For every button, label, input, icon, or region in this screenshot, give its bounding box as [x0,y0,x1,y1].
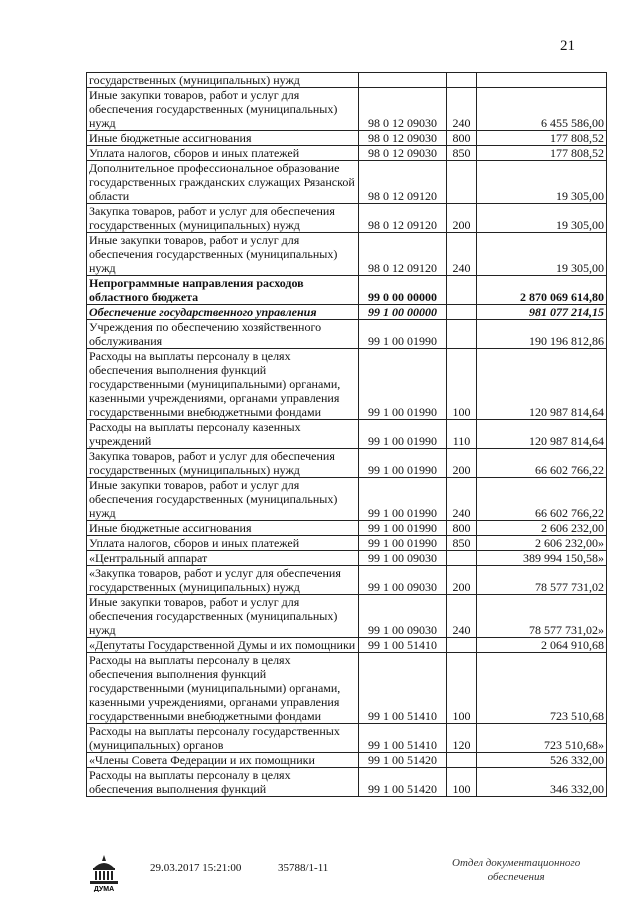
row-name-cell: «Члены Совета Федерации и их помощники [87,753,359,768]
table-row [87,638,607,653]
table-row [87,724,607,753]
table-row [87,73,607,88]
row-name-cell: «Закупка товаров, работ и услуг для обеспечения государственных (муниципальных) нужд [87,566,359,595]
row-code-cell: 99 1 00 51410 [359,638,447,653]
row-code-cell: 99 1 00 01990 [359,320,447,349]
row-name-cell: Дополнительное профессиональное образование государственных гражданских служащих Рязанской области [87,161,359,204]
row-code-cell [359,73,447,88]
row-code-cell: 99 1 00 01990 [359,536,447,551]
row-expense-type-cell: 800 [447,521,477,536]
table-row [87,653,607,724]
row-code-cell: 99 1 00 51410 [359,724,447,753]
row-expense-type-cell: 850 [447,146,477,161]
row-sum-cell: 19 305,00 [477,204,607,233]
row-sum-cell: 177 808,52 [477,146,607,161]
row-expense-type-cell: 200 [447,449,477,478]
row-name-cell: Расходы на выплаты персоналу в целях обеспечения выполнения функций [87,768,359,797]
row-name-cell: Расходы на выплаты персоналу в целях обеспечения выполнения функций государственными (муниципальными) органами, казенными учреждениями, органами управления государственными внебюджетными фондами [87,653,359,724]
table-row [87,276,607,305]
row-name-cell: Обеспечение государственного управления [87,305,359,320]
row-expense-type-cell: 100 [447,768,477,797]
row-code-cell: 99 1 00 51420 [359,753,447,768]
row-expense-type-cell: 200 [447,566,477,595]
row-name-cell: Уплата налогов, сборов и иных платежей [87,146,359,161]
footer-datetime: 29.03.2017 15:21:00 [150,862,242,874]
budget-table-body [87,73,607,797]
row-name-cell: Непрограммные направления расходов областного бюджета [87,276,359,305]
row-expense-type-cell: 110 [447,420,477,449]
department-stamp [452,856,580,884]
row-name-cell: Учреждения по обеспечению хозяйственного обслуживания [87,320,359,349]
table-row [87,305,607,320]
row-code-cell: 99 1 00 00000 [359,305,447,320]
row-name-cell: Иные бюджетные ассигнования [87,521,359,536]
row-code-cell: 99 1 00 09030 [359,566,447,595]
stamp-line-2: обеспечения [487,871,545,883]
budget-table [86,72,607,797]
row-sum-cell: 19 305,00 [477,161,607,204]
row-code-cell: 98 0 12 09120 [359,233,447,276]
row-code-cell: 99 1 00 01990 [359,478,447,521]
row-expense-type-cell: 200 [447,204,477,233]
table-row [87,595,607,638]
row-name-cell: Иные закупки товаров, работ и услуг для обеспечения государственных (муниципальных) нужд [87,233,359,276]
row-sum-cell: 78 577 731,02» [477,595,607,638]
row-expense-type-cell: 240 [447,595,477,638]
logo-text: ДУМА [93,886,115,892]
row-sum-cell: 6 455 586,00 [477,88,607,131]
table-row [87,320,607,349]
row-expense-type-cell: 850 [447,536,477,551]
row-expense-type-cell [447,638,477,653]
table-row [87,420,607,449]
row-expense-type-cell [447,276,477,305]
row-code-cell: 99 1 00 09030 [359,551,447,566]
row-code-cell: 98 0 12 09030 [359,131,447,146]
row-name-cell: Расходы на выплаты персоналу в целях обеспечения выполнения функций государственными (муниципальными) органами, казенными учреждениями, органами управления государственными внебюджетными фондами [87,349,359,420]
row-name-cell: Закупка товаров, работ и услуг для обеспечения государственных (муниципальных) нужд [87,204,359,233]
row-expense-type-cell: 240 [447,478,477,521]
row-name-cell: Иные закупки товаров, работ и услуг для обеспечения государственных (муниципальных) нужд [87,88,359,131]
row-sum-cell: 120 987 814,64 [477,420,607,449]
row-sum-cell: 66 602 766,22 [477,449,607,478]
row-sum-cell: 2 064 910,68 [477,638,607,653]
row-name-cell: Иные бюджетные ассигнования [87,131,359,146]
table-row [87,753,607,768]
table-row [87,88,607,131]
footer-doc-number: 35788/1-11 [278,862,329,874]
row-code-cell: 99 1 00 01990 [359,349,447,420]
row-code-cell: 98 0 12 09120 [359,204,447,233]
row-name-cell: «Центральный аппарат [87,551,359,566]
row-expense-type-cell [447,551,477,566]
row-expense-type-cell: 100 [447,653,477,724]
stamp-line-1: Отдел документационного [452,857,581,869]
table-row [87,521,607,536]
row-code-cell: 99 1 00 09030 [359,595,447,638]
row-sum-cell: 190 196 812,86 [477,320,607,349]
row-code-cell: 99 0 00 00000 [359,276,447,305]
row-expense-type-cell [447,73,477,88]
table-row [87,233,607,276]
row-name-cell: Расходы на выплаты персоналу государственных (муниципальных) органов [87,724,359,753]
table-row [87,131,607,146]
table-row [87,768,607,797]
table-row [87,551,607,566]
row-sum-cell: 346 332,00 [477,768,607,797]
row-code-cell: 99 1 00 01990 [359,449,447,478]
row-code-cell: 98 0 12 09120 [359,161,447,204]
row-sum-cell: 2 606 232,00 [477,521,607,536]
row-sum-cell: 177 808,52 [477,131,607,146]
row-expense-type-cell [447,305,477,320]
table-row [87,146,607,161]
table-row [87,449,607,478]
row-name-cell: Иные закупки товаров, работ и услуг для обеспечения государственных (муниципальных) нужд [87,595,359,638]
duma-logo-icon [86,852,122,892]
row-name-cell: Закупка товаров, работ и услуг для обеспечения государственных (муниципальных) нужд [87,449,359,478]
table-row [87,349,607,420]
row-sum-cell: 120 987 814,64 [477,349,607,420]
row-sum-cell [477,73,607,88]
table-row [87,204,607,233]
row-code-cell: 99 1 00 01990 [359,521,447,536]
table-row [87,161,607,204]
row-expense-type-cell: 240 [447,88,477,131]
row-sum-cell: 66 602 766,22 [477,478,607,521]
row-sum-cell: 2 870 069 614,80 [477,276,607,305]
row-sum-cell: 389 994 150,58» [477,551,607,566]
row-expense-type-cell: 240 [447,233,477,276]
row-code-cell: 99 1 00 51410 [359,653,447,724]
row-expense-type-cell: 100 [447,349,477,420]
row-expense-type-cell: 120 [447,724,477,753]
row-name-cell: Иные закупки товаров, работ и услуг для обеспечения государственных (муниципальных) нужд [87,478,359,521]
row-sum-cell: 723 510,68 [477,653,607,724]
row-sum-cell: 2 606 232,00» [477,536,607,551]
row-sum-cell: 723 510,68» [477,724,607,753]
row-code-cell: 99 1 00 51420 [359,768,447,797]
row-code-cell: 98 0 12 09030 [359,88,447,131]
row-name-cell: государственных (муниципальных) нужд [87,73,359,88]
row-expense-type-cell [447,161,477,204]
row-name-cell: Расходы на выплаты персоналу казенных учреждений [87,420,359,449]
row-expense-type-cell: 800 [447,131,477,146]
table-row [87,478,607,521]
row-code-cell: 99 1 00 01990 [359,420,447,449]
row-name-cell: «Депутаты Государственной Думы и их помощники [87,638,359,653]
row-sum-cell: 526 332,00 [477,753,607,768]
row-code-cell: 98 0 12 09030 [359,146,447,161]
row-sum-cell: 19 305,00 [477,233,607,276]
row-expense-type-cell [447,753,477,768]
page-number: 21 [560,38,575,54]
row-sum-cell: 78 577 731,02 [477,566,607,595]
row-name-cell: Уплата налогов, сборов и иных платежей [87,536,359,551]
row-expense-type-cell [447,320,477,349]
table-row [87,566,607,595]
row-sum-cell: 981 077 214,15 [477,305,607,320]
table-row [87,536,607,551]
